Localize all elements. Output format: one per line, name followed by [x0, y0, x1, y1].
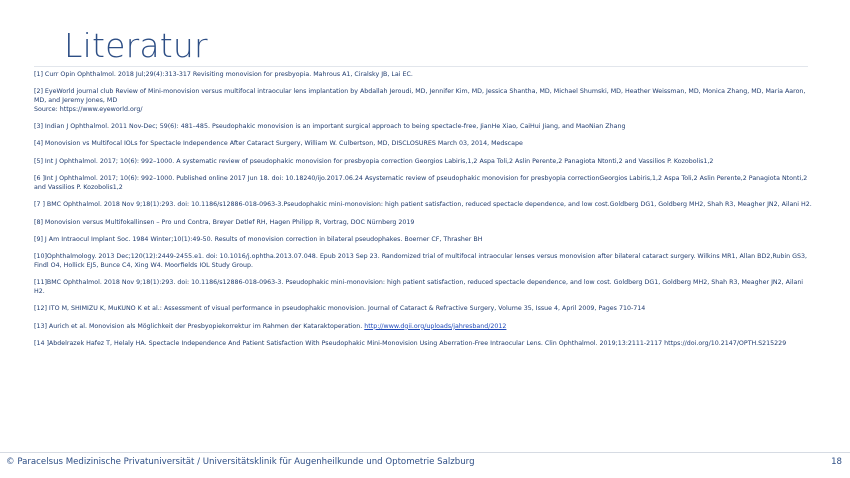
reference-item	[34, 236, 812, 245]
reference-item	[34, 340, 812, 349]
reference-text: [2] EyeWorld journal club Review of Mini-monovision versus multifocal intraocular lens implantation by Abdallah Jeroudi, MD, Jennifer Kim, MD, Jessica Shantha, MD, Michael Shumski, MD, Heather Weissman, MD, Monica Zhang, MD, Maria Aaron, MD, and Jeremy Jones, MD	[34, 88, 806, 104]
reference-text: [7 ] BMC Ophthalmol. 2018 Nov 9;18(1):293. doi: 10.1186/s12886-018-0963-3.Pseudophakic mini-monovision: high patient satisfaction, reduced spectacle dependence, and low cost.Goldberg DG1, Goldberg MH2, Shah R3, Meagher JN2, Ailani H2.	[34, 201, 812, 209]
reference-item	[34, 219, 812, 228]
page-title: Literatur	[64, 26, 208, 65]
reference-item	[34, 279, 812, 296]
reference-text: [3] Indian J Ophthalmol. 2011 Nov-Dec; 59(6): 481–485. Pseudophakic monovision is an important surgical approach to being spectacle-free, JianHe Xiao, CaiHui Jiang, and MaoNian Zhang	[34, 122, 626, 130]
reference-source: Source: https://www.eyeworld.org/	[34, 105, 143, 113]
reference-item	[34, 175, 812, 192]
reference-text: [13] Aurich et al. Monovision als Möglichkeit der Presbyopiekorrektur im Rahmen der Kataraktoperation.	[34, 322, 365, 330]
reference-item	[34, 88, 812, 114]
reference-item	[34, 71, 812, 80]
reference-item	[34, 123, 812, 132]
reference-item	[34, 140, 812, 149]
reference-text: [8] Monovision versus Multifokallinsen – Pro und Contra, Breyer Detlef RH, Hagen Philipp R, Vortrag, DOC Nürnberg 2019	[34, 218, 415, 226]
reference-text: [11]BMC Ophthalmol. 2018 Nov 9;18(1):293. doi: 10.1186/s12886-018-0963-3. Pseudophakic mini-monovision: high patient satisfaction, reduced spectacle dependence, and low cost. Goldberg DG1, Goldberg MH2, Shah R3, Meagher JN2, Ailani H2.	[34, 279, 804, 295]
footer-divider	[0, 452, 850, 453]
reference-text: [4] Monovision vs Multifocal IOLs for Spectacle Independence After Cataract Surgery, William W. Culbertson, MD, DISCLOSURES March 03, 2014, Medscape	[34, 140, 523, 148]
reference-item	[34, 305, 812, 314]
reference-item	[34, 253, 812, 270]
reference-text: [6 ]Int J Ophthalmol. 2017; 10(6): 992–1000. Published online 2017 Jun 18. doi: 10.18240/ijo.2017.06.24 Asystematic review of pseudophakic monovision for presbyopia correctionGeorgios Labiris,1,2 Aspa Toli,2 Aslin Perente,2 Panagiota Ntonti,2 and Vassilios P. Kozobolis1,2	[34, 175, 808, 191]
reference-list	[34, 71, 812, 357]
reference-text: [10]Ophthalmology. 2013 Dec;120(12):2449-2455.e1. doi: 10.1016/j.ophtha.2013.07.048. Epub 2013 Sep 23. Randomized trial of multifocal intraocular lenses versus monovision after bilateral cataract surgery. Wilkins MR1, Allan BD2,Rubin GS3, Findl O4, Hollick EJ5, Bunce C4, Xing W4. Moorfields IOL Study Group.	[34, 253, 808, 269]
reference-text: [5] Int J Ophthalmol. 2017; 10(6): 992–1000. A systematic review of pseudophakic monovision for presbyopia correction Georgios Labiris,1,2 Aspa Toli,2 Aslin Perente,2 Panagiota Ntonti,2 and Vassilios P. Kozobolis1,2	[34, 157, 714, 165]
reference-item	[34, 158, 812, 167]
reference-text: [1] Curr Opin Ophthalmol. 2018 Jul;29(4):313-317 Revisiting monovision for presbyopia. Mahrous A1, Ciralsky JB, Lai EC.	[34, 71, 413, 78]
reference-text: [12] ITO M, SHIMIZU K, MuKUNO K et al.: Assessment of visual performance in pseudophakic monovision. Journal of Cataract & Refractive Surgery, Volume 35, Issue 4, April 2009, Pages 710-714	[34, 305, 646, 313]
reference-text: [14 ]Abdelrazek Hafez T, Helaly HA. Spectacle Independence And Patient Satisfaction With Pseudophakic Mini-Monovision Using Aberration-Free Intraocular Lens. Clin Ophthalmol. 2019;13:2111-2117 https://doi.org/10.2147/OPTH.S215229	[34, 340, 787, 348]
reference-item	[34, 323, 812, 332]
footer-copyright: © Paracelsus Medizinische Privatuniversität / Universitätsklinik für Augenheilkunde und Optometrie Salzburg	[6, 457, 475, 467]
reference-link[interactable]: http://www.dgii.org/uploads/jahresband/2012	[364, 322, 507, 330]
reference-text: [9] J Am Intraocul Implant Soc. 1984 Winter;10(1):49-50. Results of monovision correction in bilateral pseudophakes. Boerner CF, Thrasher BH	[34, 235, 483, 243]
reference-item	[34, 201, 812, 210]
title-divider	[34, 66, 808, 67]
page-number: 18	[831, 457, 842, 467]
